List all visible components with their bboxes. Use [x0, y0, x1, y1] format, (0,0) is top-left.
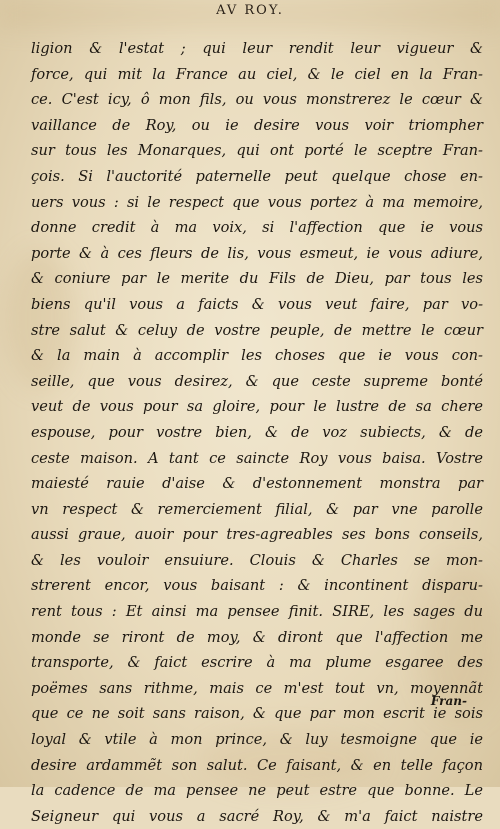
text-line: veut de vous pour sa gloire, pour le lustre de sa chere: [31, 398, 483, 416]
text-line: aussi graue, auoir pour tres-agreables ses bons conseils,: [31, 526, 483, 544]
text-line: loyal & vtile à mon prince, & luy tesmoigne que ie: [31, 731, 483, 749]
text-line: ce. C'est icy, ô mon fils, ou vous monstrerez le cœur &: [31, 91, 483, 109]
text-line: uers vous : si le respect que vous portez à ma memoire,: [31, 193, 483, 211]
text-line: ligion & l'estat ; qui leur rendit leur vigueur &: [31, 40, 483, 57]
text-line: biens qu'il vous a faicts & vous veut faire, par vo-: [31, 295, 483, 313]
text-line: rent tous : Et ainsi ma pensee finit. SIRE, les sages du: [31, 603, 483, 621]
text-line: ceste maison. A tant ce saincte Roy vous baisa. Vostre: [31, 449, 483, 467]
catchword: Fran-: [430, 694, 467, 708]
text-line: vaillance de Roy, ou ie desire vous voir triompher: [31, 116, 483, 134]
text-line: strerent encor, vous baisant : & incontinent disparu-: [31, 577, 483, 595]
text-line: maiesté rauie d'aise & d'estonnement monstra par: [31, 475, 483, 493]
running-title: AV ROY.: [216, 3, 284, 18]
text-line: desire ardammẽt son salut. Ce faisant, & en telle façon: [31, 756, 483, 774]
text-line: seille, que vous desirez, & que ceste supreme bonté: [31, 372, 483, 390]
text-line: vn respect & remerciement filial, & par vne parolle: [31, 500, 483, 518]
text-line: que ce ne soit sans raison, & que par mon escrit ie sois: [31, 705, 483, 723]
text-line: & coniure par le merite du Fils de Dieu, par tous les: [31, 270, 483, 288]
text-line: la cadence de ma pensee ne peut estre que bonne. Le: [31, 782, 483, 800]
text-line: donne credit à ma voix, si l'affection que ie vous: [31, 219, 483, 237]
text-line: Seigneur qui vous a sacré Roy, & m'a faict naistre: [31, 807, 483, 825]
text-line: espouse, pour vostre bien, & de voz subiects, & de: [31, 423, 483, 441]
text-line: transporte, & faict escrire à ma plume esgaree des: [31, 654, 483, 672]
text-line: & les vouloir ensuiure. Clouis & Charles se mon-: [31, 551, 483, 569]
text-line: monde se riront de moy, & diront que l'affection me: [31, 628, 483, 646]
text-line: porte & à ces fleurs de lis, vous esmeut, ie vous adiure,: [31, 244, 483, 262]
text-line: çois. Si l'auctorité paternelle peut quelque chose en-: [31, 167, 483, 185]
text-line: force, qui mit la France au ciel, & le ciel en la Fran-: [31, 65, 483, 83]
text-line: stre salut & celuy de vostre peuple, de mettre le cœur: [31, 321, 483, 339]
text-line: sur tous les Monarques, qui ont porté le sceptre Fran-: [31, 142, 483, 160]
text-line: & la main à accomplir les choses que ie vous con-: [31, 347, 483, 365]
text-line: poëmes sans rithme, mais ce m'est tout vn, moyennãt: [31, 679, 483, 697]
body-text: [31, 36, 483, 829]
